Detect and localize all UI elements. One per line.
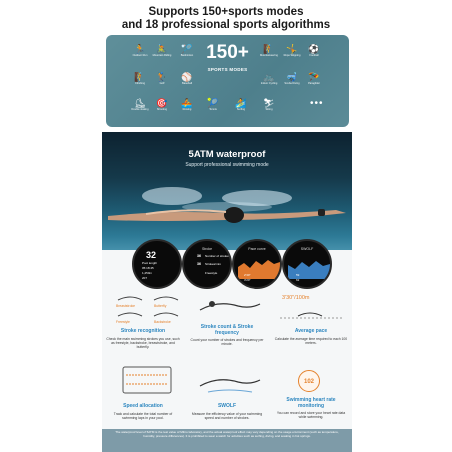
pace-watch-title: Pace curve xyxy=(248,247,266,251)
pace-value-1: 2'30" xyxy=(244,273,251,277)
swimmer-image xyxy=(106,180,350,230)
sport-mode-label: Badminton xyxy=(180,54,194,57)
feature-title: Average pace xyxy=(294,328,328,334)
sport-mode-label: Shooting xyxy=(156,108,168,111)
surfing-icon: 🏄 xyxy=(235,98,247,108)
sport-mode-label: Surfing xyxy=(236,108,246,111)
runner-icon: 🏃 xyxy=(134,44,146,54)
waterproof-subtitle: Support professional swimming mode xyxy=(185,162,269,168)
sport-mode-label: Paraglider xyxy=(308,82,320,85)
feature-description: Count your number of strokes and frequency per minute. xyxy=(190,338,264,346)
climbing-icon: 🧗 xyxy=(134,72,146,82)
sport-mode-label: Double skating xyxy=(131,108,149,111)
sport-mode-label: Outdoor Run xyxy=(132,54,148,57)
sport-mode-item xyxy=(170,44,204,57)
feature-description: You can record and store your heart rate data while swimming. xyxy=(276,411,346,419)
average-pace-illustration xyxy=(278,304,344,324)
feature-description: Calculate the average time required to each 100 meters. xyxy=(274,336,348,345)
more-dots: ••• xyxy=(310,98,324,109)
swim-calories: 207 xyxy=(142,276,148,280)
pool-lanes-illustration xyxy=(122,366,172,394)
swim-duration: 05:18:45 xyxy=(142,266,154,270)
stroke-count-illustration xyxy=(198,292,262,322)
sport-mode-label: Tennis xyxy=(209,108,217,111)
sport-mode-label: Baseball xyxy=(182,82,192,85)
feature-heart-rate xyxy=(274,398,348,419)
swolf-illustration xyxy=(198,370,262,396)
sport-mode-label: Mountain Riding xyxy=(152,54,172,57)
footnote-text: The waterproof level of 5ATM is the test value of Mibro laboratory, and the actual waterproof effect may vary depending on the usage environment (such as temperature, humidity, pressure differences). It is prohibited to wear a watch for activities such as surfing, diving, and soaking in hot springs. xyxy=(115,430,339,438)
paraglider-icon: 🪂 xyxy=(308,72,320,82)
stroke-type: Freestyle xyxy=(205,271,218,275)
feature-description: Track and calculate the total number of swimming laps in your pool. xyxy=(113,411,173,420)
stroke-count-label: Number of strokes xyxy=(205,254,230,258)
swolf-chart xyxy=(288,255,330,279)
stroke-label-freestyle: Freestyle xyxy=(116,320,130,324)
sports-modes-label: SPORTS MODES xyxy=(207,67,248,72)
sport-mode-label: Rope Skipping xyxy=(283,54,301,57)
indoor-cycling-icon: 🚲 xyxy=(263,72,275,82)
swimming-panel xyxy=(102,132,352,452)
stroke-label-backstroke: Backstroke xyxy=(154,320,171,324)
feature-description: Check the main swimming strokes you use, such as freestyle, backstroke, breaststroke, and butterfly. xyxy=(106,336,180,349)
skating-icon: ⛸ xyxy=(134,98,146,108)
swolf-value-2: 62 xyxy=(296,278,300,282)
sport-mode-label: Mountaineering xyxy=(260,54,278,57)
shooting-icon: 🎯 xyxy=(156,98,168,108)
feature-speed-allocation xyxy=(106,404,180,420)
feature-title: Stroke count & Stroke frequency xyxy=(200,324,254,336)
swolf-value-1: 59 xyxy=(296,273,300,277)
stroke-illustration xyxy=(116,292,186,328)
watch-face-stroke xyxy=(182,239,232,289)
feature-swolf xyxy=(190,404,264,420)
sport-mode-label: Football xyxy=(309,54,319,57)
sport-mode-item xyxy=(252,98,286,111)
feature-description: Measure the efficiency value of your swimming speed and number of strokes. xyxy=(191,411,263,420)
feature-stroke-count xyxy=(190,325,264,346)
stroke-rate: 36 xyxy=(197,262,201,266)
heart-rate-value: 102 xyxy=(303,379,314,385)
sport-mode-label: Skiing xyxy=(265,108,273,111)
sports-count: 150+ xyxy=(206,42,249,63)
feature-stroke-recognition xyxy=(106,329,180,349)
watch-face-swolf xyxy=(282,239,332,289)
feature-title: Stroke recognition xyxy=(120,328,166,334)
pool-length-value: 32 xyxy=(146,250,157,260)
swim-distance: 1,250m xyxy=(142,271,153,275)
tennis-icon: 🎾 xyxy=(207,98,219,108)
feature-average-pace xyxy=(274,329,348,345)
watch-face-summary xyxy=(132,239,182,289)
sport-mode-label: Rowing xyxy=(182,108,192,111)
golf-icon: 🏌 xyxy=(156,72,168,82)
rowing-icon: 🚣 xyxy=(181,98,193,108)
sport-mode-item xyxy=(170,72,204,85)
stroke-label-butterfly: Butterfly xyxy=(154,304,167,308)
sport-mode-label: Indoor Cycling xyxy=(260,82,278,85)
sport-mode-label: Scuba Diving xyxy=(284,82,300,85)
pool-length-unit: Pool length xyxy=(142,261,158,265)
diving-icon: 🤿 xyxy=(286,72,298,82)
stroke-label-breaststroke: Breaststroke xyxy=(116,304,136,308)
feature-title: SWOLF xyxy=(217,403,237,409)
headline-line-2: and 18 professional sports algorithms xyxy=(121,19,331,31)
stroke-rate-label: Strokes/min xyxy=(205,262,221,266)
swolf-watch-title: SWOLF xyxy=(300,247,314,251)
sport-mode-label: Golf xyxy=(159,82,165,85)
waterproof-title: 5ATM waterproof xyxy=(188,149,266,160)
sport-mode-label: Climbing xyxy=(134,82,146,85)
average-pace-value: 3'30"/100m xyxy=(282,295,310,301)
badminton-icon: 🏸 xyxy=(181,44,193,54)
cyclist-icon: 🚴 xyxy=(156,44,168,54)
stroke-watch-title: Stroke xyxy=(201,247,213,251)
watch-face-pace xyxy=(232,239,282,289)
hiking-icon: 🧗 xyxy=(263,44,275,54)
sport-mode-item xyxy=(297,44,331,57)
feature-title: Speed allocation xyxy=(123,403,163,409)
headline-line-1: Supports 150+sports modes xyxy=(148,6,304,18)
feature-title: Swimming heart rate monitoring xyxy=(286,397,336,409)
baseball-icon: ⚾ xyxy=(181,72,193,82)
football-icon: ⚽ xyxy=(308,44,320,54)
skiing-icon: ⛷ xyxy=(263,98,275,108)
stroke-count: 36 xyxy=(197,254,201,258)
waterproof-footnote xyxy=(102,429,352,452)
jump-rope-icon: 🤸 xyxy=(286,44,298,54)
heart-rate-badge xyxy=(298,370,320,392)
sport-mode-item xyxy=(297,72,331,85)
pace-value-2: 3'20" xyxy=(244,278,251,282)
